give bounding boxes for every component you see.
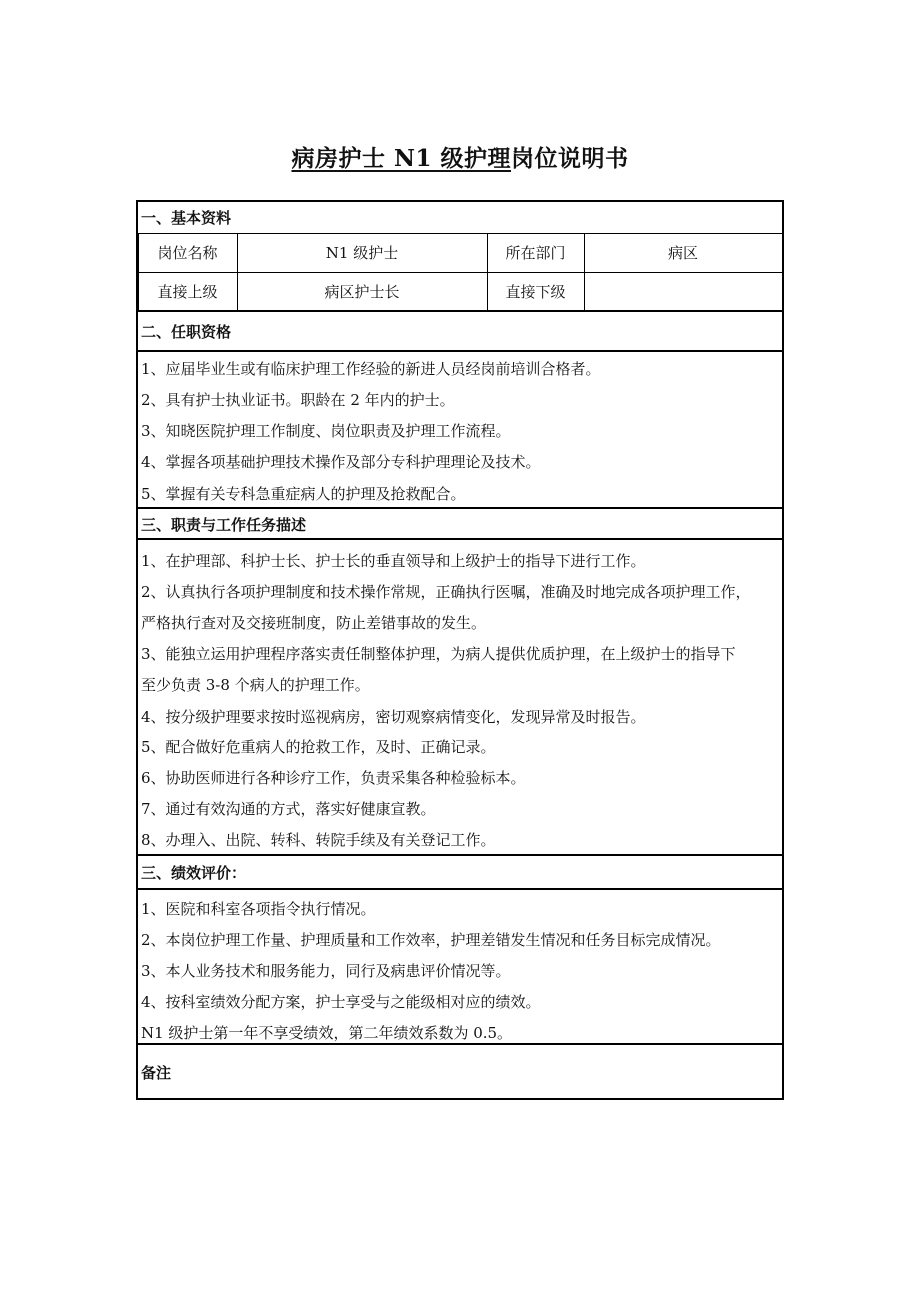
value-position-name: N1 级护士 <box>325 244 399 262</box>
divider <box>138 888 782 890</box>
section-performance-header: 三、绩效评价： <box>141 863 247 882</box>
duty-item: 5、配合做好危重病人的抢救工作，及时、正确记录。 <box>141 738 496 756</box>
duty-item: 4、按分级护理要求按时巡视病房，密切观察病情变化，发现异常及时报告。 <box>141 708 646 726</box>
title-rest: 岗位说明书 <box>511 145 629 172</box>
duty-item: 严格执行查对及交接班制度，防止差错事故的发生。 <box>141 614 487 632</box>
duty-item: 7、通过有效沟通的方式，落实好健康宣教。 <box>141 800 436 818</box>
label-position-name: 岗位名称 <box>157 244 218 262</box>
section-qualifications-header: 二、任职资格 <box>141 322 232 341</box>
duty-item: 6、协助医师进行各种诊疗工作，负责采集各种检验标本。 <box>141 769 526 787</box>
performance-item: N1 级护士第一年不享受绩效，第二年绩效系数为 0.5。 <box>141 1024 513 1042</box>
qualification-item: 3、知晓医院护理工作制度、岗位职责及护理工作流程。 <box>141 422 511 440</box>
section-remarks-header: 备注 <box>141 1064 172 1082</box>
value-direct-superior: 病区护士长 <box>324 282 400 301</box>
qualification-item: 2、具有护士执业证书。职龄在 2 年内的护士。 <box>141 391 455 409</box>
page-title <box>0 140 920 173</box>
label-department: 所在部门 <box>505 244 566 262</box>
divider <box>138 538 782 540</box>
performance-item: 1、医院和科室各项指令执行情况。 <box>141 900 376 918</box>
qualification-item: 1、应届毕业生或有临床护理工作经验的新进人员经岗前培训合格者。 <box>141 360 601 378</box>
duty-item: 2、认真执行各项护理制度和技术操作常规，正确执行医嘱，准确及时地完成各项护理工作， <box>141 583 751 601</box>
label-direct-superior: 直接上级 <box>157 282 218 301</box>
section-basic-header: 一、基本资料 <box>141 209 232 227</box>
duty-item: 至少负责 3-8 个病人的护理工作。 <box>141 676 370 694</box>
qualification-item: 4、掌握各项基础护理技术操作及部分专科护理理论及技术。 <box>141 453 541 471</box>
job-description-table <box>136 200 784 1100</box>
qualification-item: 5、掌握有关专科急重症病人的护理及抢救配合。 <box>141 485 466 503</box>
duty-item: 1、在护理部、科护士长、护士长的垂直领导和上级护士的指导下进行工作。 <box>141 552 646 570</box>
performance-item: 2、本岗位护理工作量、护理质量和工作效率，护理差错发生情况和任务目标完成情况。 <box>141 931 721 949</box>
performance-item: 4、按科室绩效分配方案，护士享受与之能级相对应的绩效。 <box>141 993 541 1011</box>
title-underlined: 病房护士 N1 级护理 <box>291 145 512 172</box>
value-department: 病区 <box>667 244 698 262</box>
performance-item: 3、本人业务技术和服务能力，同行及病患评价情况等。 <box>141 962 511 980</box>
section-duties-header: 三、职责与工作任务描述 <box>141 515 307 534</box>
value-direct-subordinate <box>584 272 782 310</box>
duty-item: 3、能独立运用护理程序落实责任制整体护理，为病人提供优质护理，在上级护士的指导下 <box>141 645 736 663</box>
duty-item: 8、办理入、出院、转科、转院手续及有关登记工作。 <box>141 831 496 849</box>
divider <box>138 350 782 352</box>
label-direct-subordinate: 直接下级 <box>505 282 566 301</box>
